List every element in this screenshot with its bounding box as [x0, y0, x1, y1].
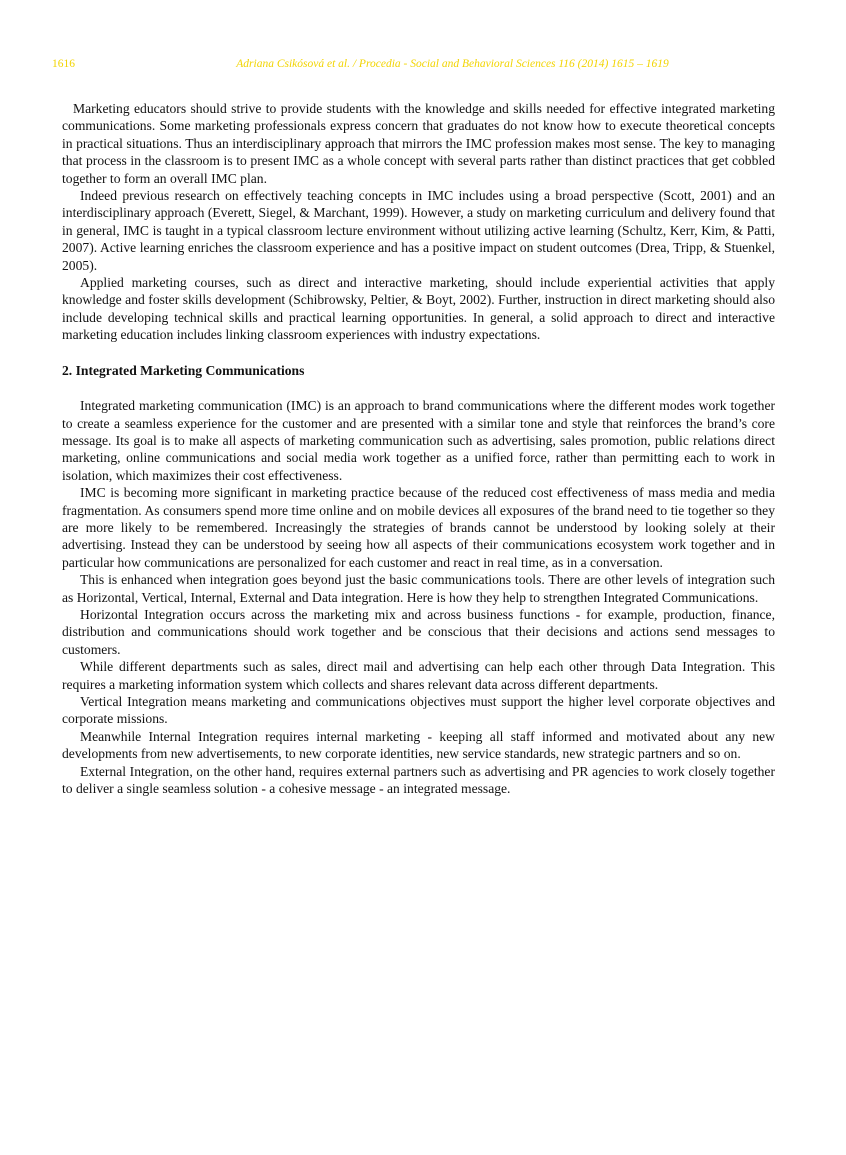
page-number: 1616	[52, 58, 75, 70]
section-paragraph: Meanwhile Internal Integration requires internal marketing - keeping all staff informed and motivated about any new developments from new advertisements, to new corporate identities, new service standards, new strategic partners and so on.	[62, 728, 775, 762]
section-paragraph: External Integration, on the other hand, requires external partners such as advertising and PR agencies to work closely together to deliver a single seamless solution - a cohesive message - an integrated message.	[62, 763, 775, 797]
section-paragraph: Vertical Integration means marketing and communications objectives must support the higher level corporate objectives and corporate missions.	[62, 694, 775, 727]
journal-citation: Adriana Csikósová et al. / Procedia - Social and Behavioral Sciences 116 (2014) 1615 – 1619	[236, 58, 669, 70]
section-paragraph: Integrated marketing communication (IMC) is an approach to brand communications where the different modes work together to create a seamless experience for the customer and are presented with a similar tone and style that reinforces the brand’s core message. Its goal is to make all aspects of marketing communication such as advertising, sales promotion, public relations direct marketing, online communications and social media work together as a unified force, rather than permitting each to work in isolation, which maximizes their cost effectiveness.	[62, 398, 775, 483]
section-paragraph: IMC is becoming more significant in marketing practice because of the reduced cost effectiveness of mass media and media fragmentation. As consumers spend more time online and on mobile devices all exposures of the brand need to tie together so they are more likely to be remembered. Increasingly the strategies of brands cannot be understood by looking solely at their advertising. Instead they can be understood by seeing how all aspects of their communications ecosystem work together and in particular how communications are personalized for each customer and react in real time, as in a conversation.	[62, 485, 775, 570]
section-paragraph: Horizontal Integration occurs across the marketing mix and across business functions - for example, production, finance, distribution and communications should work together and be conscious that their decisions and actions send messages to customers.	[62, 606, 775, 657]
running-header	[52, 58, 794, 74]
article-body	[62, 100, 775, 797]
intro-paragraph: Indeed previous research on effectively teaching concepts in IMC includes using a broad perspective (Scott, 2001) and an interdisciplinary approach (Everett, Siegel, & Marchant, 1999). However, a study on marketing curriculum and delivery found that in general, IMC is taught in a typical classroom lecture environment without utilizing active learning (Schultz, Kerr, Kim, & Patti, 2007). Active learning enriches the classroom experience and has a positive impact on student outcomes (Drea, Tripp, & Stuenkel, 2005).	[62, 188, 775, 273]
section-paragraph: While different departments such as sales, direct mail and advertising can help each other through Data Integration. This requires a marketing information system which collects and shares relevant data across different departments.	[62, 659, 775, 692]
intro-paragraph: Marketing educators should strive to provide students with the knowledge and skills needed for effective integrated marketing communications. Some marketing professionals express concern that graduates do not know how to execute theoretical concepts in practical situations. Thus an interdisciplinary approach that mirrors the IMC profession makes most sense. The key to managing that process in the classroom is to present IMC as a whole concept with several parts rather than distinct practices that get cobbled together to form an overall IMC plan.	[62, 101, 775, 186]
section-heading: 2. Integrated Marketing Communications	[62, 362, 305, 378]
section-paragraph: This is enhanced when integration goes beyond just the basic communications tools. There are other levels of integration such as Horizontal, Vertical, Internal, External and Data integration. Here is how they help to strengthen Integrated Communications.	[62, 572, 775, 605]
intro-paragraph: Applied marketing courses, such as direct and interactive marketing, should include experiential activities that apply knowledge and foster skills development (Schibrowsky, Peltier, & Boyt, 2002). Further, instruction in direct marketing should also include developing technical skills and practical learning opportunities. In general, a solid approach to direct and interactive marketing education includes linking classroom experiences with industry expectations.	[62, 275, 775, 343]
